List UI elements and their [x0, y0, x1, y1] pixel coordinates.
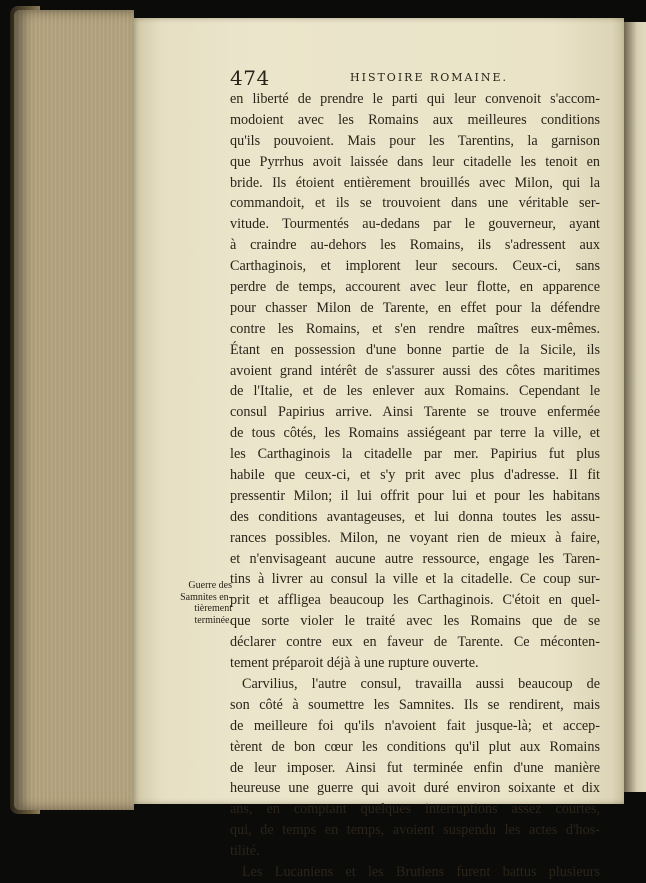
- book-page: [132, 18, 624, 880]
- page-number: 474: [230, 66, 270, 90]
- text-line: tins à livrer au consul la ville et la citadelle. Ce coup sur-: [230, 571, 600, 588]
- text-line: tèrent de bon cœur les conditions qu'il plut aux Romains: [230, 738, 600, 755]
- text-line: qu'ils pouvoient. Mais pour les Tarentins, la garnison: [230, 132, 600, 149]
- text-line: modoient avec les Romains aux meilleures conditions: [230, 111, 600, 128]
- text-line: prit et affligea beaucoup les Carthaginois. C'étoit en quel-: [230, 592, 600, 609]
- text-line: de l'Italie, et de les enlever aux Romains. Cependant le: [230, 383, 600, 400]
- marginal-note-line: tièrement: [194, 603, 232, 614]
- text-line: son côté à soumettre les Samnites. Ils se rendirent, mais: [230, 696, 600, 713]
- text-line: à craindre au-dehors les Romains, ils s'adressent aux: [230, 237, 600, 254]
- text-line: que sorte violer le traité avec les Romains que de se: [230, 613, 600, 630]
- running-title: HISTOIRE ROMAINE.: [350, 71, 508, 84]
- text-line: pressentir Milon; il lui offrit pour lui et pour les habitans: [230, 487, 600, 504]
- text-line: consul Papirius arrive. Ainsi Tarente se trouve enfermée: [230, 404, 600, 421]
- text-line: déclarer contre eux en faveur de Tarente. Ce méconten-: [230, 634, 600, 651]
- text-line: de meilleure foi qu'ils n'avoient fait jusque-là; et accep-: [230, 717, 600, 734]
- text-line: des conditions avantageuses, et lui donna toutes les assu-: [230, 508, 600, 525]
- text-line: les Carthaginois la citadelle par mer. Papirius fut plus: [230, 446, 600, 463]
- body-text: [230, 89, 600, 883]
- text-line: rances possibles. Milon, ne voyant rien de mieux à faire,: [230, 529, 600, 546]
- text-line: tilité.: [230, 843, 260, 860]
- text-line: contre les Romains, et s'en rendre maîtres eux-mêmes.: [230, 320, 600, 337]
- text-line: heureuse une guerre qui avoit duré environ soixante et dix: [230, 780, 600, 797]
- text-line: vitude. Tourmentés au-dedans par le gouverneur, ayant: [230, 216, 600, 233]
- text-line: perdre de temps, accourent avec leur flotte, en apparence: [230, 279, 600, 296]
- text-line: Les Lucaniens et les Brutiens furent battus plusieurs: [242, 863, 600, 880]
- text-line: que Pyrrhus avoit laissée dans leur citadelle les tenoit en: [230, 153, 600, 170]
- text-line: pour chasser Milon de Tarente, en effet pour la défendre: [230, 299, 600, 316]
- text-line: bride. Ils étoient entièrement brouillés avec Milon, qui la: [230, 174, 600, 191]
- text-line: Étant en possession d'une bonne partie de la Sicile, ils: [230, 341, 600, 358]
- text-line: en liberté de prendre le parti qui leur convenoit s'accom-: [230, 91, 600, 107]
- page-edges: [14, 10, 134, 810]
- facing-page-edge: [624, 22, 646, 792]
- marginal-note-line: Samnites en-: [180, 591, 232, 603]
- text-line: Carvilius, l'autre consul, travailla aussi beaucoup de: [242, 675, 600, 692]
- text-line: habile que ceux-ci, et s'y prit avec plus d'adresse. Il fit: [230, 467, 600, 484]
- text-line: ans, en comptant quelques interruptions assez courtes,: [230, 801, 600, 818]
- text-line: de leur imposer. Ainsi fut terminée enfin d'une manière: [230, 759, 600, 776]
- marginal-note: [162, 580, 232, 626]
- page-header: [230, 66, 602, 88]
- text-line: qui, de temps en temps, avoient suspendu les actes d'hos-: [230, 822, 600, 839]
- text-line: et n'envisageant aucune autre ressource, engage les Taren-: [230, 550, 600, 567]
- text-line: commandoit, et ils se trouvoient dans une véritable ser-: [230, 195, 600, 212]
- text-line: tement préparoit déjà à une rupture ouverte.: [230, 655, 479, 672]
- text-line: Carthaginois, et implorent leur secours. Ceux-ci, sans: [230, 258, 600, 275]
- text-line: de tous côtés, les Romains assiégeant par terre la ville, et: [230, 425, 600, 442]
- marginal-note-line: Guerre des: [188, 580, 232, 591]
- text-line: avoient grand intérêt de s'assurer aussi des côtes maritimes: [230, 362, 600, 379]
- marginal-note-line: terminée.: [194, 614, 232, 626]
